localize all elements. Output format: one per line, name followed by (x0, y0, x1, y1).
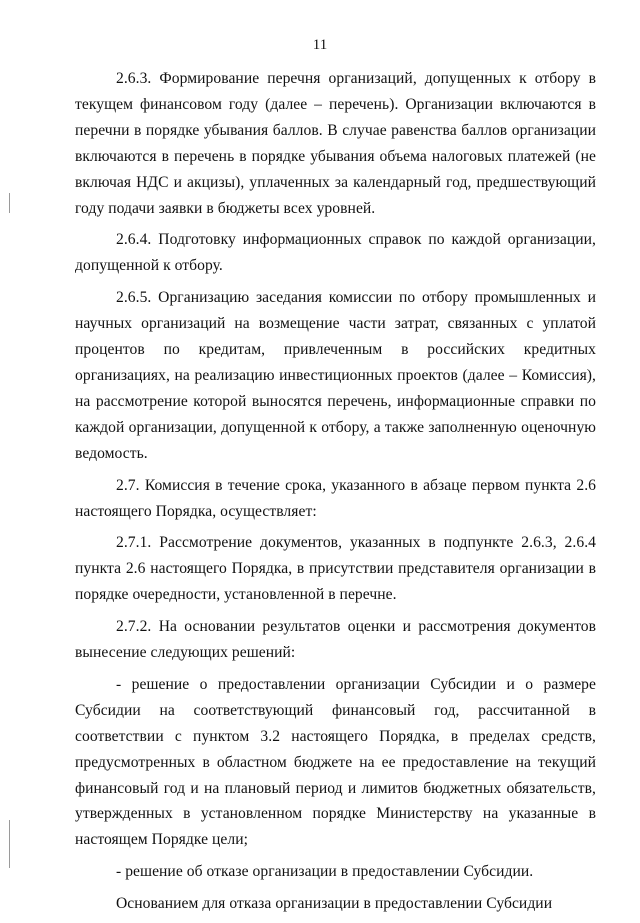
list-item-decision-grant: - решение о предоставлении организации Субсидии и о размере Субсидии на соответствующий финансовый год, рассчитанной в соответствии с пунктом 3.2 настоящего Порядка, в пределах средств, предусмотренных в областном бюджете на ее предоставление на текущий финансовый год и на плановый период и лимитов бюджетных обязательств, утвержденных в установленном порядке Министерству на указанные в настоящем Порядке цели; (75, 675, 596, 849)
scan-margin-line (9, 820, 10, 868)
list-item-decision-refusal: - решение об отказе организации в предоставлении Субсидии. (116, 863, 534, 881)
page-number: 11 (312, 37, 328, 53)
paragraph-2-6-4: 2.6.4. Подготовку информационных справок по каждой организации, допущенной к отбору. (75, 231, 596, 275)
paragraph-2-7: 2.7. Комиссия в течение срока, указанного в абзаце первом пункта 2.6 настоящего Порядка, осуществляет: (75, 476, 596, 520)
scan-margin-line (9, 193, 10, 213)
document-body (75, 66, 596, 923)
paragraph-refusal-grounds: Основанием для отказа организации в предоставлении Субсидии (116, 895, 553, 913)
paragraph-2-6-5: 2.6.5. Организацию заседания комиссии по отбору промышленных и научных организаций на возмещение части затрат, связанных с уплатой процентов по кредитам, привлеченным в российских кредитных организациях, на реализацию инвестиционных проектов (далее – Комиссия), на рассмотрение которой выносятся перечень, информационные справки по каждой организации, допущенной к отбору, а также заполненную оценочную ведомость. (75, 289, 596, 462)
paragraph-2-7-2: 2.7.2. На основании результатов оценки и рассмотрения документов вынесение следующих решений: (75, 618, 596, 662)
paragraph-2-7-1: 2.7.1. Рассмотрение документов, указанных в подпункте 2.6.3, 2.6.4 пункта 2.6 настоящего Порядка, в присутствии представителя организации в порядке очередности, установленной в перечне. (75, 534, 596, 604)
paragraph-2-6-3: 2.6.3. Формирование перечня организаций, допущенных к отбору в текущем финансовом году (далее – перечень). Организации включаются в перечни в порядке убывания баллов. В случае равенства баллов организации включаются в перечень в порядке убывания объема налоговых платежей (не включая НДС и акцизы), уплаченных за календарный год, предшествующий году подачи заявки в бюджеты всех уровней. (75, 70, 596, 217)
